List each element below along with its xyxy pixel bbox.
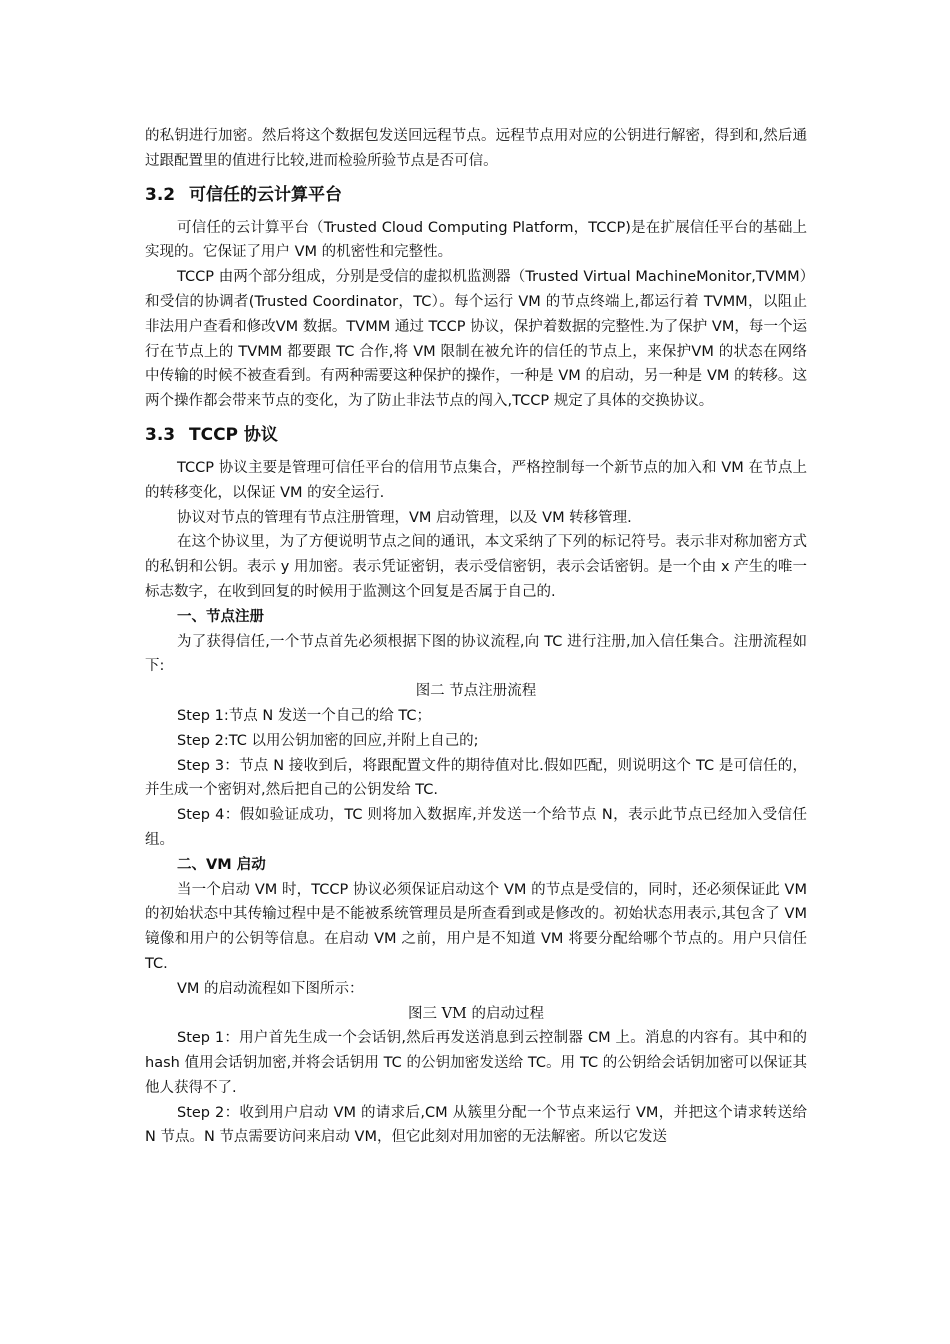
section-title: 可信任的云计算平台 [189, 184, 342, 205]
subsection-heading: 二、VM 启动 [177, 856, 266, 873]
paragraph: 的私钥进行加密。然后将这个数据包发送回远程节点。远程节点用对应的公钥进行解密，得到和,然后通过跟配置里的值进行比较,进而检验所验节点是否可信。 [145, 128, 807, 169]
subsection-heading: 一、节点注册 [177, 608, 264, 625]
section-heading [145, 422, 807, 448]
paragraph: 当一个启动 VM 时，TCCP 协议必须保证启动这个 VM 的节点是受信的，同时，还必须保证此 VM 的初始状态中其传输过程中是不能被系统管理员是所查看到或是修改的。初始状态用表示,其包含了 VM 镜像和用户的公钥等信息。在启动 VM 之前，用户是不知道 VM 将要分配给哪个节点的。用户只信任 TC. [145, 881, 807, 972]
paragraph: VM 的启动流程如下图所示： [177, 980, 364, 997]
step-item: Step 1:节点 N 发送一个自己的给 TC； [177, 707, 432, 724]
section-number: 3.2 [145, 184, 176, 205]
step-item: Step 2：收到用户启动 VM 的请求后,CM 从簇里分配一个节点来运行 VM，并把这个请求转送给 N 节点。N 节点需要访问来启动 VM，但它此刻对用加密的无法解密。所以它发送 [145, 1104, 807, 1146]
section-number: 3.3 [145, 424, 176, 445]
paragraph: TCCP 协议主要是管理可信任平台的信用节点集合，严格控制每一个新节点的加入和 VM 在节点上的转移变化，以保证 VM 的安全运行. [145, 459, 807, 501]
step-item: Step 2:TC 以用公钥加密的回应,并附上自己的; [177, 732, 479, 749]
paragraph: 为了获得信任,一个节点首先必须根据下图的协议流程,向 TC 进行注册,加入信任集合。注册流程如下: [145, 633, 807, 675]
figure-caption: 图二 节点注册流程 [415, 683, 537, 700]
paragraph: TCCP 由两个部分组成，分别是受信的虚拟机监测器（Trusted Virtual MachineMonitor,TVMM）和受信的协调者(Trusted Coordinator，TC）。每个运行 VM 的节点终端上,都运行着 TVMM，以阻止非法用户查看和修改VM 数据。TVMM 通过 TCCP 协议，保护着数据的完整性.为了保护 VM，每一个运行在节点上的 TVMM 都要跟 TC 合作,将 VM 限制在被允许的信任的节点上，来保护VM 的状态在网络中传输的时候不被查看到。有两种需要这种保护的操作，一种是 VM 的启动，另一种是 VM 的转移。这两个操作都会带来节点的变化，为了防止非法节点的闯入,TCCP 规定了具体的交换协议。 [145, 269, 807, 410]
paragraph: 可信任的云计算平台（Trusted Cloud Computing Platform，TCCP)是在扩展信任平台的基础上实现的。它保证了用户 VM 的机密性和完整性。 [145, 219, 807, 261]
step-item: Step 3：节点 N 接收到后，将跟配置文件的期待值对比.假如匹配，则说明这个 TC 是可信任的，并生成一个密钥对,然后把自己的公钥发给 TC. [145, 757, 807, 799]
step-item: Step 1：用户首先生成一个会话钥,然后再发送消息到云控制器 CM 上。消息的内容有。其中和的 hash 值用会话钥加密,并将会话钥用 TC 的公钥加密发送给 TC。用 TC 的公钥给会话钥加密可以保证其他人获得不了. [145, 1030, 807, 1096]
figure-caption: 图三 VM 的启动过程 [407, 1005, 545, 1022]
section-title: TCCP 协议 [189, 424, 278, 445]
paragraph: 协议对节点的管理有节点注册管理，VM 启动管理，以及 VM 转移管理. [177, 509, 632, 526]
step-item: Step 4：假如验证成功，TC 则将加入数据库,并发送一个给节点 N，表示此节点已经加入受信任组。 [145, 807, 807, 848]
section-heading [145, 182, 807, 208]
document-page [145, 124, 807, 1150]
paragraph: 在这个协议里，为了方便说明节点之间的通讯，本文采纳了下列的标记符号。表示非对称加密方式的私钥和公钥。表示 y 用加密。表示凭证密钥，表示受信密钥，表示会话密钥。是一个由 x 产生的唯一标志数字，在收到回复的时候用于监测这个回复是否属于自己的. [145, 534, 807, 600]
